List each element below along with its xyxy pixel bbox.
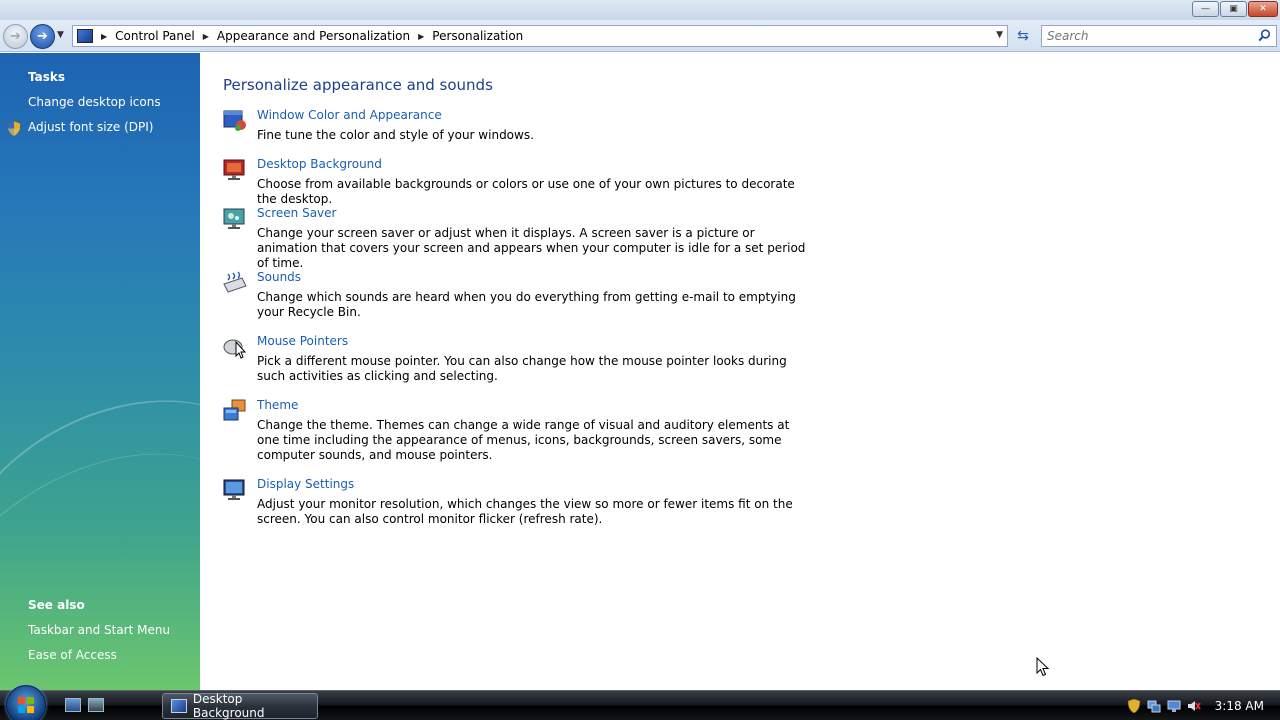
system-tray bbox=[1127, 691, 1280, 720]
control-panel-icon bbox=[77, 29, 93, 43]
breadcrumb-control-panel[interactable]: Control Panel bbox=[115, 29, 195, 43]
mouse-cursor-icon bbox=[1036, 657, 1050, 677]
switch-windows-icon[interactable] bbox=[88, 698, 104, 712]
monitor-icon[interactable] bbox=[1167, 699, 1181, 713]
tasks-heading: Tasks bbox=[28, 70, 66, 84]
network-icon[interactable] bbox=[1147, 699, 1161, 713]
security-shield-icon[interactable] bbox=[1127, 699, 1141, 713]
task-description: Change the theme. Themes can change a wide range of visual and auditory elements at one time including the appearance of menus, icons, backgrounds, screen savers, some computer sounds, and mouse pointers. bbox=[257, 418, 790, 462]
uac-shield-icon bbox=[7, 121, 21, 136]
sounds-link[interactable]: Sounds bbox=[257, 270, 302, 284]
control-panel-icon bbox=[171, 699, 187, 713]
task-description: Pick a different mouse pointer. You can also change how the mouse pointer looks during such activities as clicking and selecting. bbox=[257, 354, 787, 383]
start-button[interactable] bbox=[6, 685, 46, 720]
sounds-icon bbox=[222, 270, 248, 296]
windows-orb-icon bbox=[17, 696, 35, 714]
task-pane bbox=[0, 53, 200, 690]
display-settings-icon bbox=[222, 477, 248, 503]
task-description: Choose from available backgrounds or colors or use one of your own pictures to decorate the desktop. bbox=[257, 177, 795, 206]
taskbar bbox=[0, 690, 1280, 720]
chevron-right-icon[interactable]: ▶ bbox=[418, 31, 425, 41]
window-color-icon bbox=[222, 108, 248, 134]
breadcrumb-personalization[interactable]: Personalization bbox=[432, 29, 524, 43]
taskbar-window-button[interactable] bbox=[162, 693, 318, 719]
refresh-button[interactable] bbox=[1012, 25, 1034, 47]
main-content bbox=[200, 53, 1280, 690]
desktop-background-link[interactable]: Desktop Background bbox=[257, 157, 382, 171]
page-title: Personalize appearance and sounds bbox=[223, 76, 493, 94]
address-dropdown-icon[interactable]: ▼ bbox=[996, 30, 1003, 40]
back-button[interactable] bbox=[3, 24, 28, 49]
task-description: Change your screen saver or adjust when it displays. A screen saver is a picture or animation that covers your screen and appears when your computer is idle for a set period of time. bbox=[257, 226, 806, 270]
window-controls bbox=[1192, 1, 1278, 17]
taskbar-start-menu-link[interactable]: Taskbar and Start Menu bbox=[28, 623, 171, 637]
show-desktop-icon[interactable] bbox=[65, 698, 81, 712]
mouse-pointers-icon bbox=[222, 334, 248, 360]
title-bar bbox=[0, 0, 1280, 20]
change-desktop-icons-link[interactable]: Change desktop icons bbox=[28, 95, 161, 109]
navigation-bar bbox=[0, 20, 1280, 52]
chevron-right-icon[interactable]: ▶ bbox=[202, 31, 209, 41]
maximize-button[interactable]: ▣ bbox=[1220, 1, 1247, 17]
search-input[interactable] bbox=[1047, 29, 1247, 43]
window-color-appearance-link[interactable]: Window Color and Appearance bbox=[257, 108, 442, 122]
theme-icon bbox=[222, 398, 248, 424]
ease-of-access-link[interactable]: Ease of Access bbox=[28, 648, 117, 662]
mouse-pointers-link[interactable]: Mouse Pointers bbox=[257, 334, 349, 348]
search-icon[interactable] bbox=[1258, 29, 1271, 42]
theme-link[interactable]: Theme bbox=[257, 398, 299, 412]
task-description: Change which sounds are heard when you do everything from getting e-mail to emptying your Recycle Bin. bbox=[257, 290, 796, 319]
chevron-right-icon[interactable]: ▶ bbox=[101, 31, 108, 41]
close-button[interactable]: ✕ bbox=[1248, 1, 1278, 17]
task-description: Adjust your monitor resolution, which changes the view so more or fewer items fit on the screen. You can also control monitor flicker (refresh rate). bbox=[257, 497, 793, 526]
screen-saver-icon bbox=[222, 206, 248, 232]
minimize-button[interactable]: — bbox=[1192, 1, 1219, 17]
search-box[interactable] bbox=[1041, 25, 1277, 47]
task-description: Fine tune the color and style of your windows. bbox=[257, 128, 534, 142]
refresh-icon: ⇆ bbox=[1017, 28, 1029, 44]
address-bar[interactable] bbox=[72, 25, 1008, 47]
clock[interactable]: 3:18 AM bbox=[1214, 699, 1264, 713]
back-arrow-icon: ➔ bbox=[10, 29, 21, 44]
screen-saver-link[interactable]: Screen Saver bbox=[257, 206, 337, 220]
recent-pages-dropdown[interactable]: ▼ bbox=[57, 30, 64, 40]
forward-button[interactable] bbox=[30, 24, 55, 49]
desktop-background-icon bbox=[222, 157, 248, 183]
adjust-font-size-link[interactable]: Adjust font size (DPI) bbox=[28, 120, 154, 134]
display-settings-link[interactable]: Display Settings bbox=[257, 477, 355, 491]
breadcrumb-appearance[interactable]: Appearance and Personalization bbox=[216, 29, 411, 43]
volume-muted-icon[interactable] bbox=[1187, 699, 1201, 713]
forward-arrow-icon: ➔ bbox=[37, 29, 48, 44]
taskbar-window-label: Desktop Background bbox=[192, 692, 265, 720]
see-also-heading: See also bbox=[28, 598, 85, 612]
